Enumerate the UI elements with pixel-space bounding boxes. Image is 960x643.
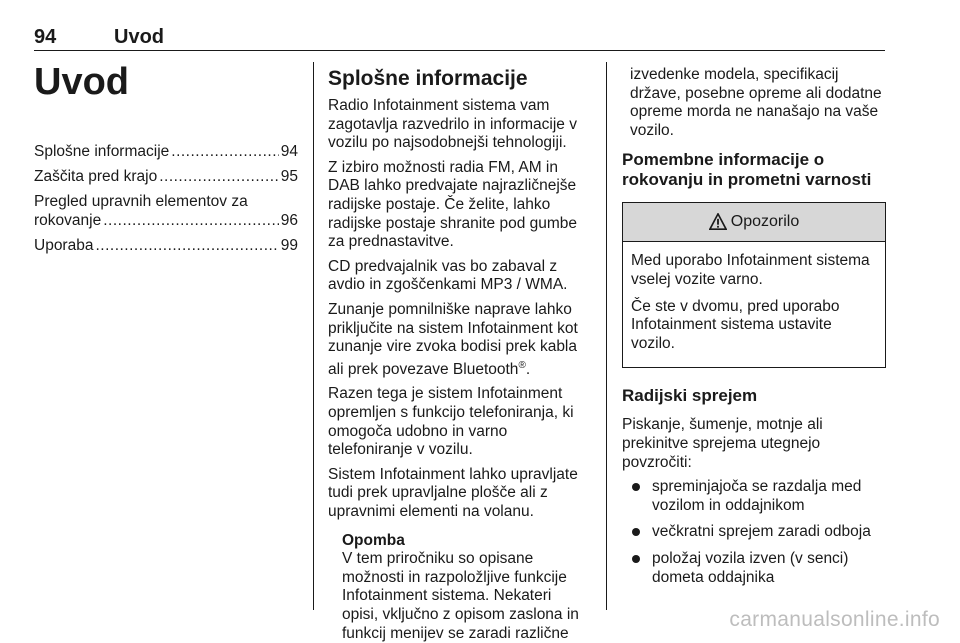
- watermark: carmanualsonline.info: [729, 608, 940, 631]
- page-number: 94: [34, 26, 57, 48]
- warning-body: [623, 242, 885, 367]
- toc-item-title: Uporaba: [34, 237, 94, 254]
- toc-leader: [95, 236, 278, 255]
- toc-item-page: 94: [280, 143, 298, 160]
- toc-item[interactable]: [34, 192, 298, 230]
- warning-label: Opozorilo: [730, 213, 800, 231]
- paragraph: Razen tega je sistem Infotainment opremljen s funkcijo telefoniranja, ki omogoča udobno in varno telefoniranje v vozilu.: [328, 385, 574, 459]
- paragraph: [328, 301, 590, 380]
- list-item-text: spreminjajoča se razdalja med vozilom in oddajnikom: [652, 478, 862, 514]
- paragraph: Radio Infotainment sistema vam zagotavlja razvedrilo in informacije v vozilu po najsodobnejši tehnologiji.: [328, 97, 577, 152]
- header-section-title: Uvod: [114, 26, 164, 48]
- list-item-text: večkratni sprejem zaradi odboja: [652, 523, 871, 541]
- warning-box: [622, 202, 886, 368]
- bullet-icon: [632, 483, 640, 491]
- warning-text: Med uporabo Infotainment sistema vselej vozite varno.: [631, 252, 870, 288]
- column-toc: [34, 62, 298, 261]
- note-title: Opomba: [342, 531, 405, 549]
- toc-leader: [159, 167, 279, 186]
- bullet-icon: [632, 528, 640, 536]
- column-safety-radio: [622, 66, 886, 595]
- paragraph: CD predvajalnik vas bo zabaval z avdio in zgoščenkami MP3 / WMA.: [328, 257, 568, 294]
- list-item: [622, 478, 886, 515]
- toc-leader: [103, 211, 279, 230]
- toc-item-page: 95: [280, 168, 298, 185]
- list-item: [622, 523, 886, 542]
- toc-item[interactable]: [34, 167, 298, 186]
- chapter-title: Uvod: [34, 61, 129, 103]
- toc-item-title: Zaščita pred krajo: [34, 168, 158, 185]
- column-divider: [313, 62, 314, 610]
- note-text: V tem priročniku so opisane možnosti in razpoložljive funkcije Infotainment sistema. Nekateri opisi, vključno z opisom zaslona in funkcij menijev se zaradi različne: [342, 550, 579, 642]
- column-general-info: [328, 62, 590, 643]
- section-heading: Radijski sprejem: [622, 386, 758, 406]
- toc-leader: [171, 142, 278, 161]
- paragraph: Piskanje, šumenje, motnje ali prekinitve sprejema utegnejo povzročiti:: [622, 416, 823, 471]
- list-item: [622, 550, 886, 587]
- toc-item-title: rokovanje: [34, 212, 102, 229]
- bullet-list: [622, 478, 886, 587]
- column-divider: [606, 62, 607, 610]
- bullet-icon: [632, 555, 640, 563]
- registered-mark: ®: [518, 359, 526, 371]
- paragraph-text: Zunanje pomnilniške naprave lahko priključite na sistem Infotainment kot zunanje vire zvoka bodisi prek kabla ali prek povezave Bluetooth: [328, 300, 578, 378]
- page-header: [34, 20, 885, 51]
- paragraph: Sistem Infotainment lahko upravljate tudi prek upravljalne plošče ali z upravnimi elementi na volanu.: [328, 465, 578, 521]
- toc-item[interactable]: [34, 142, 298, 161]
- toc-item-title-line1: Pregled upravnih elementov za: [34, 193, 248, 210]
- section-heading: Pomembne informacije o rokovanju in prometni varnosti: [622, 150, 872, 190]
- warning-header: [623, 203, 885, 242]
- toc-item[interactable]: [34, 236, 298, 255]
- toc-item-title: Splošne informacije: [34, 143, 170, 160]
- toc-item-page: 99: [280, 237, 298, 254]
- list-item-text: položaj vozila izven (v senci) dometa oddajnika: [652, 549, 849, 586]
- paragraph: Z izbiro možnosti radia FM, AM in DAB lahko predvajate najrazličnejše radijske postaje. Če želite, lahko radijske postaje shranite pod gumbe za prednastavitve.: [328, 158, 578, 251]
- section-heading: Splošne informacije: [328, 67, 528, 90]
- paragraph-end: .: [525, 360, 531, 378]
- warning-icon: [709, 213, 727, 231]
- note-box: [342, 532, 590, 643]
- warning-text: Če ste v dvomu, pred uporabo Infotainment sistema ustavite vozilo.: [631, 297, 840, 352]
- note-continuation: izvedenke modela, specifikacij države, posebne opreme ali dodatne opreme morda ne nanašajo na vaše vozilo.: [630, 66, 882, 139]
- toc-item-page: 96: [280, 212, 298, 229]
